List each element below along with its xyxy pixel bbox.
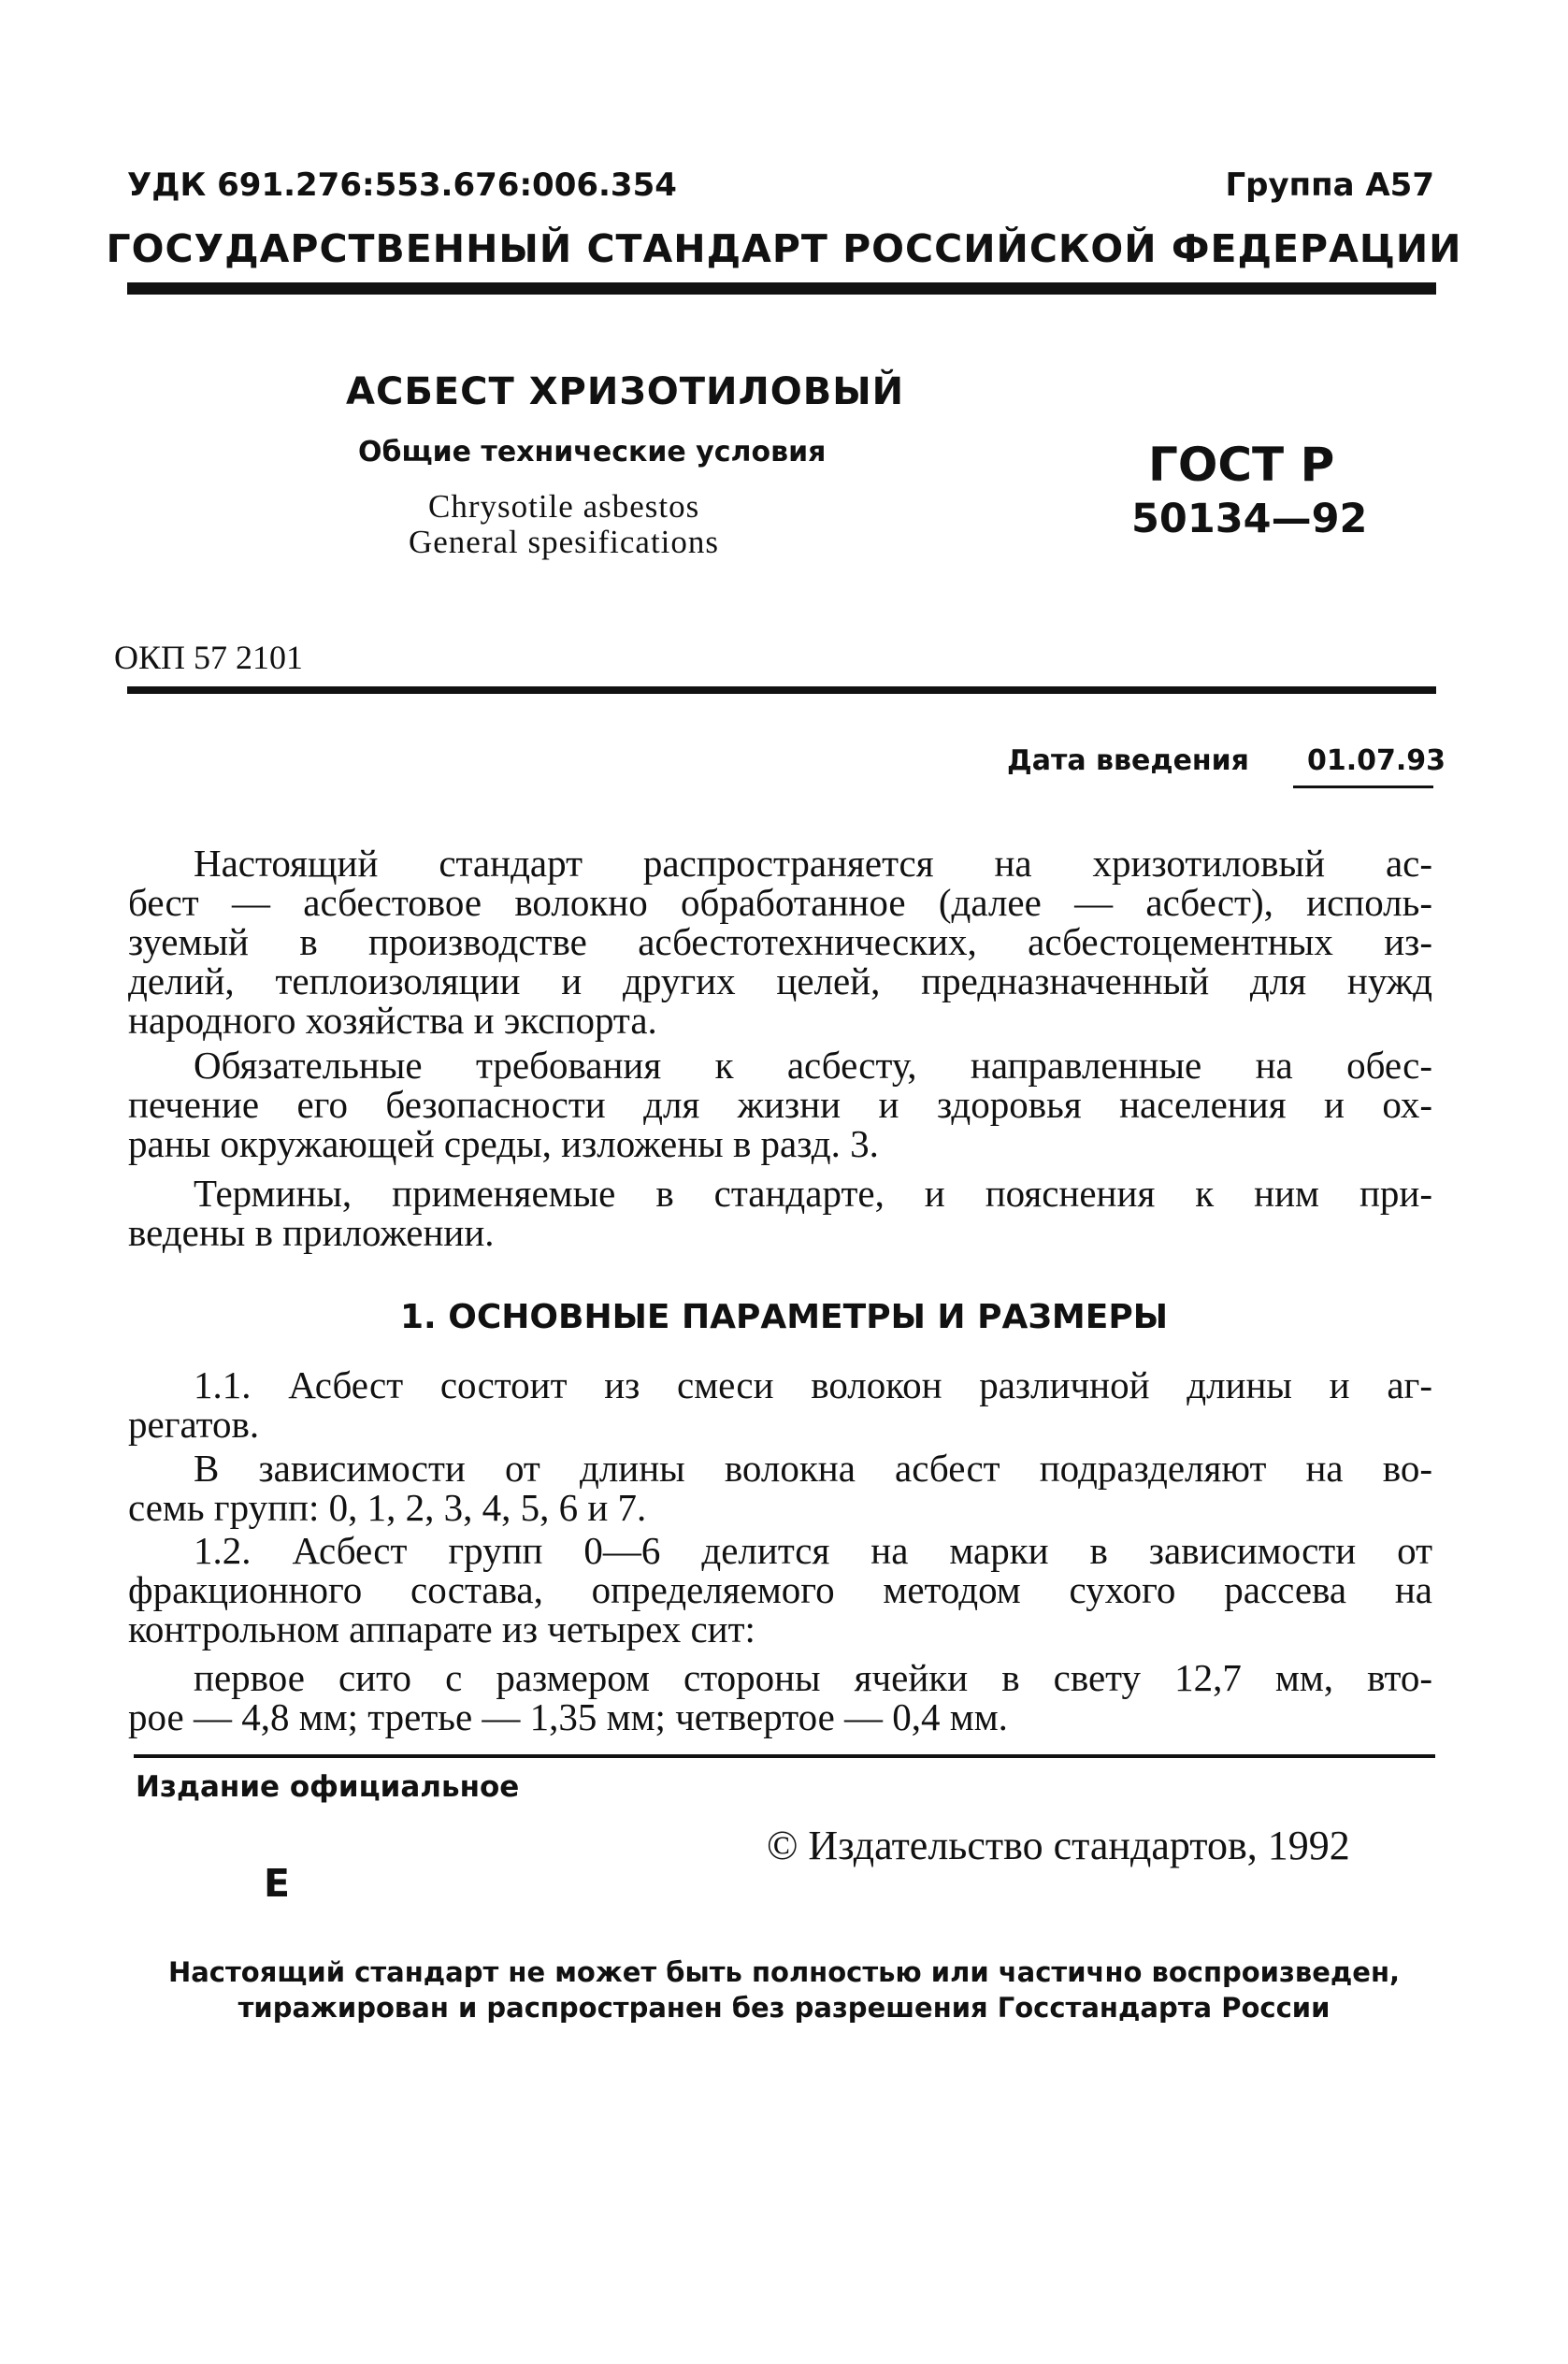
- text-line: ведены в приложении.: [128, 1211, 495, 1254]
- gost-number: 50134—92: [1131, 496, 1368, 542]
- text-line: делий, теплоизоляции и других целей, предназначенный для нужд: [128, 959, 1432, 1002]
- english-title: Chrysotile asbestos: [428, 488, 700, 525]
- text-line: В зависимости от длины волокна асбест подразделяют на во-: [194, 1447, 1432, 1490]
- reproduction-notice-line1: Настоящий стандарт не может быть полностью или частично воспроизведен,: [167, 1956, 1401, 1988]
- text-line: семь групп: 0, 1, 2, 3, 4, 5, 6 и 7.: [128, 1486, 647, 1529]
- text-line: 1.1. Асбест состоит из смеси волокон различной длины и аг-: [194, 1363, 1432, 1406]
- udk-code: УДК 691.276:553.676:006.354: [127, 166, 677, 204]
- intro-date-value: 01.07.93: [1307, 744, 1446, 777]
- title-rule: [127, 686, 1436, 694]
- english-subtitle: General spesifications: [409, 524, 720, 560]
- text-line: Термины, применяемые в стандарте, и пояснения к ним при-: [194, 1172, 1432, 1215]
- text-line: контрольном аппарате из четырех сит:: [128, 1607, 755, 1650]
- text-line: печение его безопасности для жизни и здоровья населения и ох-: [128, 1083, 1432, 1126]
- text-line: регатов.: [128, 1403, 260, 1446]
- document-title: АСБЕСТ ХРИЗОТИЛОВЫЙ: [346, 370, 905, 413]
- text-line: бест — асбестовое волокно обработанное (далее — асбест), исполь-: [128, 881, 1432, 924]
- text-line: раны окружающей среды, изложены в разд. 3.: [128, 1122, 879, 1165]
- text-line: Обязательные требования к асбесту, направленные на обес-: [194, 1044, 1432, 1087]
- text-line: зуемый в производстве асбестотехнических, асбестоцементных из-: [128, 920, 1432, 963]
- text-line: 1.2. Асбест групп 0—6 делится на марки в зависимости от: [194, 1529, 1432, 1572]
- intro-date-label: Дата введения: [1007, 744, 1249, 777]
- text-line: народного хозяйства и экспорта.: [128, 999, 657, 1042]
- text-line: Настоящий стандарт распространяется на хризотиловый ас-: [194, 842, 1432, 885]
- header-rule: [127, 282, 1436, 295]
- okp-code: ОКП 57 2101: [114, 639, 304, 676]
- document-subtitle: Общие технические условия: [358, 436, 827, 468]
- section-heading: 1. ОСНОВНЫЕ ПАРАМЕТРЫ И РАЗМЕРЫ: [399, 1298, 1169, 1336]
- state-standard-heading: ГОСУДАРСТВЕННЫЙ СТАНДАРТ РОССИЙСКОЙ ФЕДЕРАЦИИ: [106, 226, 1462, 271]
- text-line: фракционного состава, определяемого методом сухого рассева на: [128, 1568, 1432, 1611]
- gost-label: ГОСТ Р: [1148, 438, 1335, 492]
- official-edition-label: Издание официальное: [136, 1770, 520, 1804]
- footer-rule: [134, 1754, 1435, 1758]
- text-line: первое сито с размером стороны ячейки в свету 12,7 мм, вто-: [194, 1656, 1432, 1699]
- text-line: рое — 4,8 мм; третье — 1,35 мм; четвертое — 0,4 мм.: [128, 1695, 1008, 1738]
- edition-letter: Е: [264, 1861, 291, 1906]
- group-code: Группа А57: [1225, 166, 1434, 204]
- intro-date-underline: [1293, 786, 1433, 788]
- reproduction-notice-line2: тиражирован и распространен без разрешения Госстандарта России: [237, 1992, 1331, 2024]
- copyright-line: © Издательство стандартов, 1992: [767, 1823, 1350, 1868]
